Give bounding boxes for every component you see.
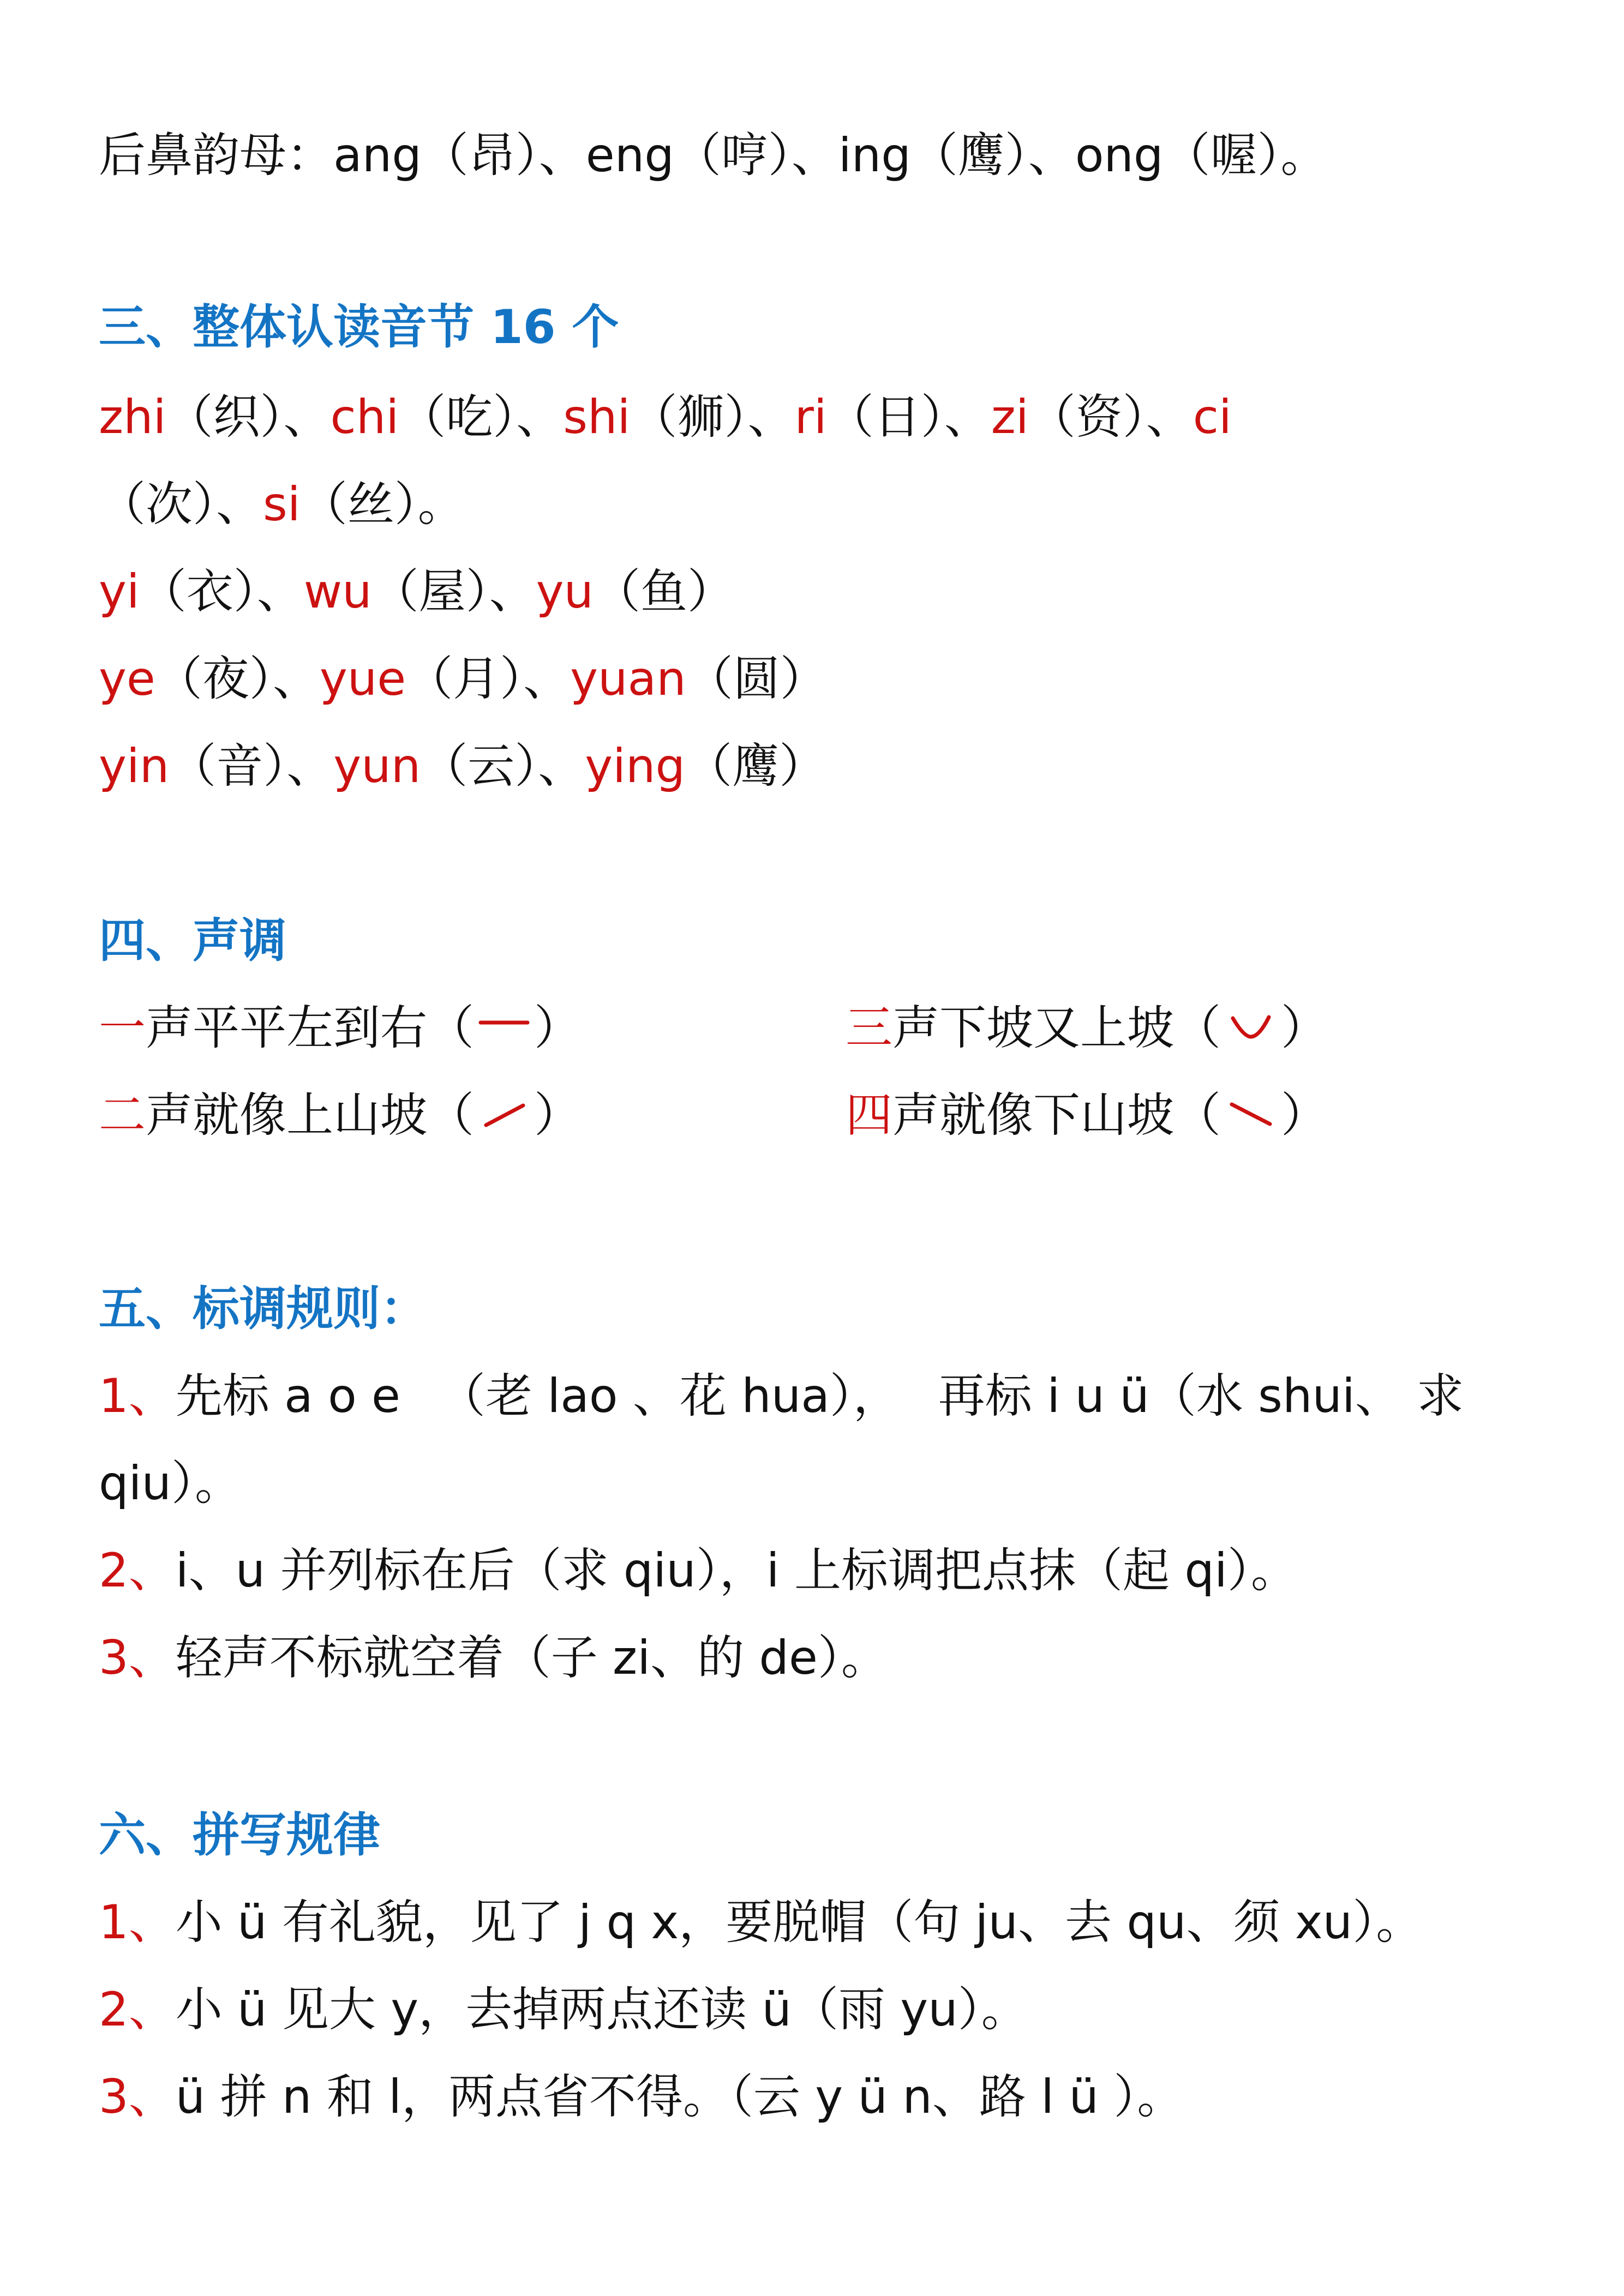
final-ong-char: （喔） xyxy=(1163,128,1281,183)
syllable-row-3 xyxy=(99,562,734,622)
syllable-yuan: yuan xyxy=(570,652,686,706)
rule-1-number: 1、 xyxy=(99,1369,176,1423)
syllable-zhi: zhi xyxy=(99,390,166,444)
separator: 、 xyxy=(944,390,991,444)
syllable-ci-char: （次） xyxy=(99,477,216,532)
tone-4-number: 四 xyxy=(846,1088,892,1143)
back-nasal-label: 后鼻韵母： xyxy=(99,128,333,183)
syllable-shi-char: （狮） xyxy=(630,390,748,444)
syllable-ri: ri xyxy=(794,390,827,444)
spelling-rule-2-text: 小 ü 见大 y，去掉两点还读 ü（雨 yu）。 xyxy=(175,1982,1028,2037)
syllable-yin: yin xyxy=(99,739,170,794)
spelling-rule-1-text: 小 ü 有礼貌，见了 j q x，要脱帽（句 ju、去 qu、须 xu）。 xyxy=(175,1895,1423,1950)
rule-1-part-c: 再标 i u ü（水 shui、 求 xyxy=(938,1369,1464,1423)
rule-1-continuation: qiu）。 xyxy=(99,1456,242,1511)
separator: 、 xyxy=(538,739,585,794)
tone-4-close: ） xyxy=(1281,1088,1328,1143)
rule-1-part-b: （老 lao 、花 hua）， xyxy=(438,1369,900,1423)
syllable-row-5 xyxy=(99,736,826,796)
syllable-si-char: （丝） xyxy=(300,477,418,532)
separator: 、 xyxy=(272,652,320,706)
final-ang-char: （昂） xyxy=(421,128,539,183)
separator: 、 xyxy=(523,652,571,706)
rule-2-number: 2、 xyxy=(99,1543,176,1598)
syllable-si: si xyxy=(263,477,301,532)
tone-rule-3 xyxy=(99,1628,888,1688)
separator: 、 xyxy=(1028,128,1075,183)
syllable-yue-char: （月） xyxy=(406,652,524,706)
tone-1-number: 一 xyxy=(99,1001,146,1055)
syllable-chi: chi xyxy=(330,390,399,444)
syllable-row-4 xyxy=(99,649,827,709)
tone-3-number: 三 xyxy=(846,1001,892,1055)
tone-4-line xyxy=(846,1085,1328,1145)
syllable-yu-char: （鱼） xyxy=(594,564,735,619)
syllable-ying-char: （鹰） xyxy=(685,739,826,794)
rule-3-number: 3、 xyxy=(99,1631,176,1685)
tone-3-dip-mark-icon xyxy=(1221,1006,1281,1050)
syllable-yun-char: （云） xyxy=(421,739,538,794)
syllable-row-1 xyxy=(99,387,1232,447)
section-6-heading: 六、拼写规律 xyxy=(99,1808,380,1862)
tone-3-close: ） xyxy=(1281,1001,1328,1055)
separator: 、 xyxy=(216,477,263,532)
syllable-ying: ying xyxy=(585,739,686,794)
tone-1-flat-mark-icon xyxy=(474,1006,534,1050)
tone-2-line xyxy=(99,1085,581,1145)
tone-4-falling-mark-icon xyxy=(1221,1093,1281,1137)
tone-rule-1-continued xyxy=(99,1453,242,1513)
separator: 、 xyxy=(791,128,838,183)
final-ing: ing xyxy=(838,128,911,183)
syllable-yun: yun xyxy=(333,739,421,794)
rule-2-text: i、u 并列标在后（求 qiu），i 上标调把点抹（起 qi）。 xyxy=(175,1543,1298,1598)
tone-1-text: 声平平左到右（ xyxy=(146,1001,474,1055)
tone-rule-1 xyxy=(99,1366,1464,1426)
syllable-ri-char: （日） xyxy=(826,390,944,444)
spelling-rule-3 xyxy=(99,2067,1184,2127)
spelling-rule-1 xyxy=(99,1892,1423,1952)
rule-3-text: 轻声不标就空着（子 zi、的 de）。 xyxy=(175,1631,888,1685)
section-3-heading: 三、整体认读音节 16 个 xyxy=(99,300,619,354)
section-4-heading: 四、声调 xyxy=(99,913,286,968)
separator: 、 xyxy=(516,390,564,444)
syllable-ye-char: （夜） xyxy=(155,652,273,706)
spelling-rule-3-text: ü 拼 n 和 l，两点省不得。（云 y ü n、路 l ü ）。 xyxy=(175,2070,1184,2124)
rule-1-part-a: 先标 a o e xyxy=(175,1369,400,1423)
syllable-zi: zi xyxy=(991,390,1029,444)
separator: 、 xyxy=(283,390,331,444)
syllable-wu-char: （屋） xyxy=(371,564,489,619)
spelling-rule-3-number: 3、 xyxy=(99,2070,176,2124)
syllable-yuan-char: （圆） xyxy=(686,652,827,706)
syllable-yin-char: （音） xyxy=(169,739,287,794)
tone-2-number: 二 xyxy=(99,1088,146,1143)
spelling-rule-1-number: 1、 xyxy=(99,1895,176,1950)
final-ang: ang xyxy=(333,128,422,183)
syllable-zhi-char: （织） xyxy=(166,390,284,444)
syllable-zi-char: （资） xyxy=(1028,390,1146,444)
syllable-yu: yu xyxy=(536,564,594,619)
tone-4-text: 声就像下山坡（ xyxy=(892,1088,1221,1143)
tone-1-line xyxy=(99,998,581,1058)
final-ing-char: （鹰） xyxy=(910,128,1028,183)
final-ong: ong xyxy=(1075,128,1164,183)
tone-rule-2 xyxy=(99,1541,1298,1601)
period: 。 xyxy=(1280,128,1328,183)
syllable-yi: yi xyxy=(99,564,140,619)
final-eng: eng xyxy=(585,128,674,183)
syllable-ci: ci xyxy=(1192,390,1232,444)
period: 。 xyxy=(417,477,465,532)
separator: 、 xyxy=(747,390,795,444)
final-eng-char: （哼） xyxy=(674,128,792,183)
syllable-chi-char: （吃） xyxy=(399,390,517,444)
separator: 、 xyxy=(1146,390,1193,444)
separator: 、 xyxy=(489,564,536,619)
tone-3-text: 声下坡又上坡（ xyxy=(892,1001,1221,1055)
syllable-ye: ye xyxy=(99,652,155,706)
tone-2-rising-mark-icon xyxy=(474,1093,534,1137)
separator: 、 xyxy=(256,564,304,619)
tone-2-text: 声就像上山坡（ xyxy=(146,1088,474,1143)
back-nasal-finals-line xyxy=(99,125,1328,185)
spelling-rule-2-number: 2、 xyxy=(99,1982,176,2037)
tone-2-close: ） xyxy=(534,1088,581,1143)
tone-3-line xyxy=(846,998,1328,1058)
separator: 、 xyxy=(286,739,334,794)
tone-1-close: ） xyxy=(534,1001,581,1055)
syllable-yue: yue xyxy=(319,652,406,706)
syllable-shi: shi xyxy=(563,390,631,444)
syllable-row-2 xyxy=(99,474,465,534)
syllable-wu: wu xyxy=(303,564,372,619)
section-5-heading: 五、标调规则： xyxy=(99,1282,427,1336)
syllable-yi-char: （衣） xyxy=(139,564,257,619)
separator: 、 xyxy=(538,128,586,183)
spelling-rule-2 xyxy=(99,1980,1028,2040)
